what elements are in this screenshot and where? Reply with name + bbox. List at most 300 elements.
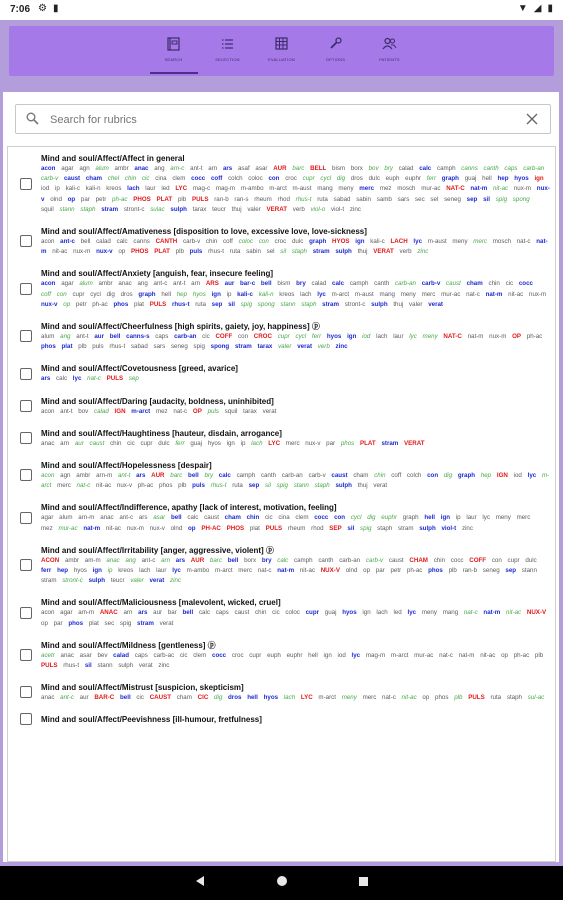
remedy-list bbox=[41, 513, 551, 533]
remedy: ang bbox=[125, 556, 136, 564]
rubric-row[interactable] bbox=[8, 676, 555, 708]
remedy: sabin bbox=[246, 248, 261, 256]
wrench-icon bbox=[328, 36, 343, 51]
rubric-row[interactable] bbox=[8, 708, 555, 730]
remedy: PHOS bbox=[226, 524, 245, 532]
remedy: caust bbox=[446, 280, 461, 288]
remedy: camph bbox=[349, 280, 369, 288]
remedy: lyc bbox=[527, 472, 537, 480]
remedy: AUR bbox=[151, 472, 165, 480]
rubric-checkbox[interactable] bbox=[20, 368, 32, 380]
remedy: rhod bbox=[311, 524, 324, 532]
remedy: merc bbox=[285, 439, 300, 447]
remedy: ant-t bbox=[190, 165, 203, 172]
tab-label: EVALUATION bbox=[268, 57, 295, 62]
remedy: cham bbox=[224, 514, 241, 522]
remedy: lach bbox=[127, 185, 140, 193]
remedy: ph-ac bbox=[92, 300, 108, 308]
remedy: par bbox=[375, 567, 385, 575]
remedy: con bbox=[334, 514, 346, 522]
remedy: nat-c bbox=[173, 407, 188, 415]
remedy: nat-c bbox=[463, 609, 478, 617]
remedy: cocc bbox=[191, 175, 206, 183]
remedy: verat bbox=[297, 343, 313, 351]
remedy: cic bbox=[202, 333, 210, 341]
remedy: calc bbox=[187, 514, 199, 522]
remedy: laur bbox=[466, 514, 477, 522]
remedy: led bbox=[161, 185, 170, 193]
remedy: m-arct bbox=[331, 290, 350, 298]
tab-options[interactable] bbox=[312, 26, 360, 76]
remedy: m-aust bbox=[427, 238, 447, 246]
remedy: hell bbox=[424, 514, 436, 522]
remedy: coff bbox=[41, 290, 51, 298]
remedy: nux-m bbox=[513, 185, 532, 193]
remedy: kreos bbox=[106, 185, 122, 193]
tab-bar bbox=[9, 26, 554, 76]
remedy: euph bbox=[385, 175, 400, 183]
remedy: ars bbox=[41, 375, 51, 383]
remedy: cic bbox=[127, 439, 135, 447]
remedy: cycl bbox=[350, 514, 362, 522]
remedy: rhus-t bbox=[63, 662, 80, 670]
remedy: iod bbox=[513, 472, 522, 480]
remedy: HYOS bbox=[332, 238, 350, 246]
remedy: sulph bbox=[419, 524, 436, 532]
remedy: OP bbox=[512, 333, 522, 341]
rubric-checkbox[interactable] bbox=[20, 235, 32, 247]
remedy: graph bbox=[441, 175, 459, 183]
remedy: aur bbox=[94, 333, 104, 341]
rubric-checkbox[interactable] bbox=[20, 400, 32, 412]
remedy: croc bbox=[274, 238, 287, 246]
remedy: valer bbox=[247, 205, 261, 213]
rubric-checkbox[interactable] bbox=[20, 649, 32, 661]
remedy: arn bbox=[191, 280, 201, 288]
remedy: thuj bbox=[357, 482, 368, 490]
remedy: spig bbox=[276, 482, 288, 490]
remedy: nit-ac bbox=[401, 694, 417, 702]
remedy: caps bbox=[155, 333, 169, 341]
remedy: calc bbox=[419, 165, 432, 172]
remedy: alum bbox=[41, 333, 55, 341]
remedy: sars bbox=[153, 343, 166, 351]
remedy: nat-c bbox=[466, 290, 480, 298]
rubric-row[interactable] bbox=[8, 496, 555, 538]
remedy: cina bbox=[155, 175, 167, 183]
remedy: dulc bbox=[158, 439, 170, 447]
remedy: stram bbox=[381, 439, 399, 447]
remedy: aur bbox=[224, 280, 235, 288]
remedy: con bbox=[238, 333, 249, 341]
remedy: arn-m bbox=[78, 514, 95, 522]
remedy: dig bbox=[367, 514, 376, 522]
remedy: calc bbox=[277, 556, 289, 564]
remedy: plb bbox=[448, 567, 457, 575]
rubric-row[interactable] bbox=[8, 262, 555, 315]
remedy: ph-ac bbox=[112, 195, 128, 203]
remedy: arn bbox=[161, 556, 171, 564]
remedy: VERAT bbox=[266, 205, 287, 213]
remedy: nit-ac bbox=[506, 609, 522, 617]
remedy: phos bbox=[113, 300, 129, 308]
remedy: kali-n bbox=[85, 185, 101, 193]
remedy: carb-v bbox=[308, 472, 326, 480]
remedy: olnd bbox=[50, 195, 62, 203]
remedy-list bbox=[41, 693, 551, 703]
remedy: cycl bbox=[90, 290, 101, 298]
remedy: caust bbox=[388, 556, 404, 564]
remedy: lyc bbox=[172, 567, 181, 575]
remedy: staph bbox=[80, 205, 96, 213]
remedy: ruta bbox=[232, 482, 243, 490]
remedy: caust bbox=[234, 609, 250, 617]
rubric-checkbox[interactable] bbox=[20, 432, 32, 444]
rubric-title: Mind and soul/Affect/Anxiety [anguish, fear, insecure feeling] bbox=[41, 269, 274, 279]
remedy: camph bbox=[436, 165, 456, 172]
remedy: NUX-V bbox=[320, 567, 340, 575]
remedy: nit-ac bbox=[480, 651, 496, 659]
remedy: bev bbox=[97, 651, 108, 659]
remedy: seneg bbox=[482, 567, 500, 575]
remedy: coloc bbox=[248, 175, 263, 183]
remedy: cycl bbox=[295, 333, 307, 341]
remedy: cic bbox=[141, 175, 150, 183]
remedy: bry bbox=[261, 556, 272, 564]
remedy: agar bbox=[61, 165, 74, 172]
rubric-row[interactable] bbox=[8, 220, 555, 262]
remedy: stram bbox=[322, 300, 339, 308]
remedy: spong bbox=[210, 343, 230, 351]
remedy: dros bbox=[350, 175, 363, 183]
remedy-list bbox=[41, 651, 551, 671]
remedy: stram bbox=[398, 524, 414, 532]
rubric-checkbox[interactable] bbox=[20, 607, 32, 619]
remedy: mez bbox=[379, 185, 392, 193]
remedy: m-arct bbox=[269, 185, 287, 193]
close-icon[interactable] bbox=[526, 112, 538, 130]
rubric-row[interactable] bbox=[8, 539, 555, 592]
remedy: meny bbox=[495, 514, 511, 522]
remedy: spig bbox=[193, 343, 205, 351]
remedy: bry bbox=[204, 472, 214, 480]
remedy: plat bbox=[61, 343, 73, 351]
remedy: acon bbox=[41, 407, 55, 415]
remedy: op bbox=[63, 300, 71, 308]
remedy: arn-c bbox=[170, 165, 185, 172]
remedy: verb bbox=[399, 248, 412, 256]
remedy: ip bbox=[226, 290, 232, 298]
remedy: nat-c bbox=[87, 375, 101, 383]
remedy: cocc bbox=[314, 514, 329, 522]
remedy: ign bbox=[226, 439, 235, 447]
remedy: meny bbox=[422, 333, 438, 341]
remedy: tarax bbox=[192, 205, 207, 213]
remedy: carb-an bbox=[174, 333, 197, 341]
remedy: OP bbox=[192, 407, 202, 415]
rubric-checkbox[interactable] bbox=[20, 686, 32, 698]
remedy: nux-v bbox=[149, 524, 165, 532]
remedy: staph bbox=[377, 524, 393, 532]
remedy: verb bbox=[292, 205, 305, 213]
remedy: agar bbox=[61, 280, 74, 288]
remedy: PH-AC bbox=[201, 524, 221, 532]
remedy: ruta bbox=[229, 248, 241, 256]
remedy: puls bbox=[92, 343, 104, 351]
remedy: lach bbox=[139, 567, 151, 575]
remedy: calad bbox=[96, 238, 111, 246]
remedy-list bbox=[41, 556, 551, 587]
remedy: anac bbox=[134, 165, 149, 172]
remedy: NAT-C bbox=[443, 333, 462, 341]
remedy: petr bbox=[95, 195, 107, 203]
remedy: lyc bbox=[317, 290, 326, 298]
home-icon[interactable] bbox=[276, 874, 288, 892]
remedy: VERAT bbox=[404, 439, 425, 447]
remedy: acon bbox=[41, 472, 55, 480]
remedy: chin bbox=[255, 609, 267, 617]
remedy: chin bbox=[246, 514, 260, 522]
remedy: ant-t bbox=[76, 333, 89, 341]
remedy: cycl bbox=[320, 175, 332, 183]
remedy: m-arct bbox=[41, 472, 550, 490]
rubric-title: Mind and soul/Affect/Amativeness [disposition to love, excessive love, love-sickness] bbox=[41, 227, 367, 237]
remedy: coff bbox=[210, 175, 223, 183]
remedy: sulph bbox=[170, 205, 187, 213]
back-icon[interactable] bbox=[194, 874, 206, 892]
remedy: ARS bbox=[205, 280, 219, 288]
remedy: rheum bbox=[287, 524, 306, 532]
remedy: merc bbox=[421, 290, 436, 298]
remedy: PULS bbox=[468, 694, 485, 702]
remedy: m-arct bbox=[131, 407, 151, 415]
remedy: viol-t bbox=[331, 205, 345, 213]
remedy: hep bbox=[480, 472, 492, 480]
remedy: plb bbox=[178, 482, 187, 490]
remedy: chin bbox=[124, 175, 137, 183]
rubric-row[interactable] bbox=[8, 422, 555, 454]
remedy: chin bbox=[374, 472, 386, 480]
rubric-title: Mind and soul/Affect/Hopelessness [despair] bbox=[41, 461, 212, 471]
remedy: hep bbox=[497, 175, 509, 183]
remedy: ruta bbox=[490, 694, 502, 702]
remedy: mang bbox=[317, 185, 333, 193]
remedy: ars bbox=[138, 609, 148, 617]
remedy: arn bbox=[208, 165, 218, 172]
remedy: lach bbox=[376, 333, 388, 341]
rubric-title: Mind and soul/Affect/Peevishness [ill-humour, fretfulness] bbox=[41, 715, 262, 725]
rubric-row[interactable] bbox=[8, 357, 555, 389]
remedy: op bbox=[118, 248, 126, 256]
remedy: phos bbox=[68, 619, 84, 627]
tab-search[interactable] bbox=[150, 26, 198, 74]
remedy: anac bbox=[100, 514, 114, 522]
rubric-title: Mind and soul/Affect/Indifference, apathy [lack of interest, motivation, feeling] bbox=[41, 503, 337, 513]
remedy-list bbox=[41, 608, 551, 628]
remedy: arn bbox=[123, 609, 133, 617]
remedy: ferr bbox=[426, 175, 437, 183]
remedy: nat-c bbox=[382, 694, 396, 702]
remedy: asar bbox=[153, 514, 166, 522]
remedy: calc bbox=[332, 280, 345, 288]
remedy: ant-c bbox=[60, 694, 74, 702]
remedy: carb-an bbox=[281, 472, 303, 480]
remedy: m-ambo bbox=[240, 185, 264, 193]
remedy: carb-an bbox=[523, 165, 545, 172]
remedy: hell bbox=[308, 651, 318, 659]
navigation-bar bbox=[0, 866, 563, 900]
remedy: LYC bbox=[268, 439, 281, 447]
remedy: croc bbox=[285, 175, 297, 183]
remedy: op bbox=[188, 524, 196, 532]
rubric-row[interactable] bbox=[8, 390, 555, 422]
remedy-list bbox=[41, 164, 551, 215]
rubric-checkbox[interactable] bbox=[20, 559, 32, 571]
remedy: PLAT bbox=[360, 439, 376, 447]
rubric-row[interactable] bbox=[8, 634, 555, 676]
remedy: acon bbox=[41, 609, 55, 617]
remedy: ph-ac bbox=[513, 651, 530, 659]
remedy: bar-c bbox=[240, 280, 256, 288]
rubric-row[interactable] bbox=[8, 591, 555, 633]
remedy: bell bbox=[227, 556, 239, 564]
remedy: zinc bbox=[461, 524, 473, 532]
remedy: samb bbox=[376, 195, 392, 203]
remedy: bell bbox=[120, 694, 131, 702]
remedy-list bbox=[41, 407, 551, 417]
remedy: ran-b bbox=[462, 567, 478, 575]
remedy: acon bbox=[41, 165, 56, 172]
remedy: graph bbox=[402, 514, 419, 522]
remedy: merc bbox=[359, 185, 375, 193]
rubric-checkbox[interactable] bbox=[20, 713, 32, 725]
remedy: sulph bbox=[371, 300, 388, 308]
remedy: ant-c bbox=[60, 238, 75, 246]
remedy: agn bbox=[60, 472, 71, 480]
rubric-checkbox[interactable] bbox=[20, 178, 32, 190]
remedy: verat bbox=[138, 662, 153, 670]
remedy: phos bbox=[41, 343, 56, 351]
remedy: con bbox=[268, 175, 280, 183]
remedy: rhus-t bbox=[109, 343, 126, 351]
remedy: dulc bbox=[291, 238, 304, 246]
remedy: sep bbox=[128, 375, 139, 383]
rubric-row[interactable] bbox=[8, 454, 555, 496]
remedy: coff bbox=[391, 472, 402, 480]
rubric-checkbox[interactable] bbox=[20, 512, 32, 524]
remedy: nux-m bbox=[126, 524, 144, 532]
remedy: hyos bbox=[342, 609, 357, 617]
remedy: caust bbox=[89, 439, 105, 447]
remedy: zinc bbox=[417, 248, 429, 256]
remedy: meny bbox=[338, 185, 354, 193]
remedy: spig bbox=[360, 524, 372, 532]
remedy: sep bbox=[211, 300, 223, 308]
remedy: sulph bbox=[118, 662, 134, 670]
remedy: ign bbox=[355, 238, 365, 246]
remedy: nux-m bbox=[529, 290, 547, 298]
tab-label: PATIENTS bbox=[379, 57, 400, 62]
remedy: nux-v bbox=[116, 482, 133, 490]
remedy: squil bbox=[224, 407, 238, 415]
remedy: mur-ac bbox=[421, 185, 441, 193]
remedy: hell bbox=[161, 290, 171, 298]
remedy: cic bbox=[179, 651, 188, 659]
tab-patients[interactable] bbox=[366, 26, 414, 76]
rubric-title: Mind and soul/Affect/Irritability [anger, aggressive, violent] ⓟ bbox=[41, 545, 274, 555]
remedy: carb-v bbox=[421, 280, 441, 288]
remedy: coff bbox=[223, 238, 233, 246]
remedy: kreos bbox=[118, 567, 134, 575]
remedy: dig bbox=[214, 694, 223, 702]
rubric-row[interactable] bbox=[8, 315, 555, 357]
tab-evaluation[interactable] bbox=[258, 26, 306, 76]
remedy: caust bbox=[63, 175, 81, 183]
remedy: borx bbox=[244, 556, 257, 564]
remedy: con bbox=[258, 238, 269, 246]
remedy: lach bbox=[376, 609, 388, 617]
tab-selection[interactable] bbox=[204, 26, 252, 76]
remedy: lach bbox=[300, 290, 312, 298]
remedy: mang bbox=[379, 290, 395, 298]
recents-icon[interactable] bbox=[358, 874, 369, 892]
remedy: plb bbox=[175, 248, 184, 256]
remedy: sulac bbox=[150, 205, 165, 213]
remedy: lach bbox=[251, 439, 263, 447]
remedy: sabin bbox=[356, 195, 371, 203]
rubric-row[interactable] bbox=[8, 147, 555, 220]
remedy: lyc bbox=[72, 375, 82, 383]
remedy: arn bbox=[60, 439, 70, 447]
remedy: dig bbox=[106, 290, 115, 298]
rubric-title: Mind and soul/Affect/Mildness [gentleness] ⓟ bbox=[41, 640, 216, 650]
rubric-checkbox[interactable] bbox=[20, 330, 32, 342]
remedy: clem bbox=[172, 175, 186, 183]
search-input[interactable] bbox=[48, 109, 512, 131]
remedy: verb bbox=[317, 343, 330, 351]
remedy: sec bbox=[415, 195, 425, 203]
remedy: acetr bbox=[41, 651, 55, 659]
remedy: stann bbox=[521, 567, 537, 575]
rubric-checkbox[interactable] bbox=[20, 283, 32, 295]
remedy: euphr bbox=[405, 175, 421, 183]
remedy: nux-v bbox=[305, 439, 321, 447]
remedy: cupr bbox=[249, 651, 262, 659]
remedy: cocc bbox=[212, 651, 227, 659]
remedy: mosch bbox=[492, 238, 511, 246]
remedy: camph bbox=[236, 472, 256, 480]
remedy: aur bbox=[153, 609, 163, 617]
remedy: kali-n bbox=[258, 290, 274, 298]
rubric-checkbox[interactable] bbox=[20, 469, 32, 481]
remedy: meny bbox=[341, 694, 357, 702]
remedy: kali-c bbox=[65, 185, 81, 193]
remedy: nat-m bbox=[277, 567, 295, 575]
remedy: stront-c bbox=[344, 300, 366, 308]
remedy: ang bbox=[60, 333, 71, 341]
remedy: bell bbox=[182, 609, 194, 617]
remedy: nat-c bbox=[76, 482, 91, 490]
remedy: stann bbox=[280, 300, 296, 308]
remedy: guaj bbox=[464, 175, 477, 183]
remedy: LYC bbox=[300, 694, 313, 702]
remedy: mag-m bbox=[365, 651, 386, 659]
remedy: ferr bbox=[41, 567, 52, 575]
remedy: CAUST bbox=[149, 694, 172, 702]
remedy: iod bbox=[337, 651, 346, 659]
remedy: barc bbox=[292, 165, 305, 172]
remedy: colch bbox=[406, 472, 422, 480]
